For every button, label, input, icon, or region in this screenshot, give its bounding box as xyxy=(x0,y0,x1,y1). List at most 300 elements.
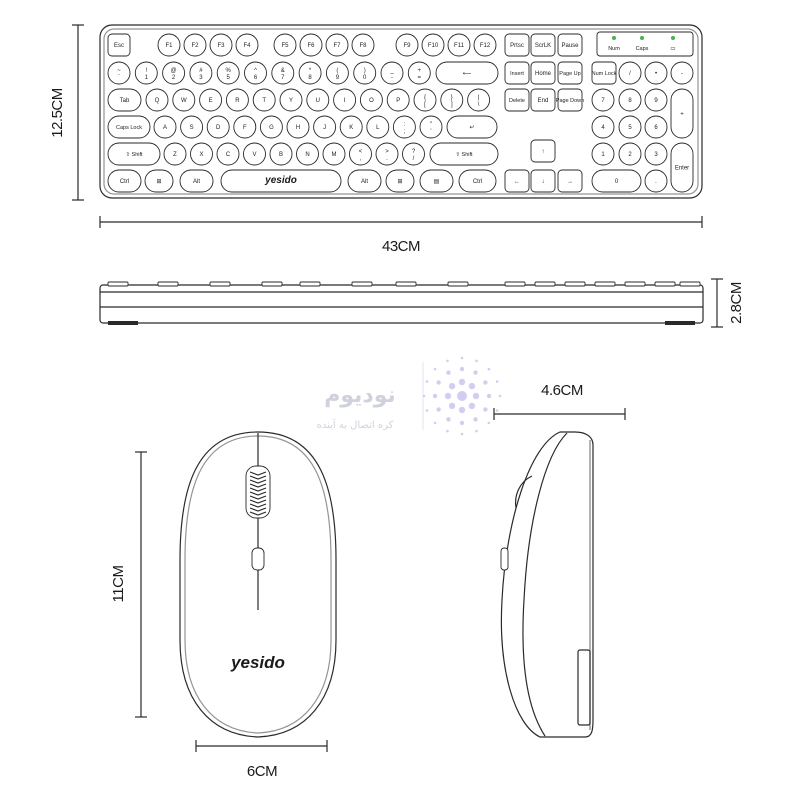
watermark-dot xyxy=(488,368,491,371)
watermark-dot xyxy=(446,417,450,421)
svg-text:,: , xyxy=(359,156,362,162)
svg-text:↑: ↑ xyxy=(541,149,545,155)
svg-text:Prtsc: Prtsc xyxy=(510,43,524,49)
keyboard-top-view xyxy=(49,25,702,255)
watermark-subtitle: کره اتصال به آینده xyxy=(316,420,394,431)
svg-text:#: # xyxy=(199,68,203,74)
svg-text:ScrLK: ScrLK xyxy=(534,43,552,49)
key-letter xyxy=(297,143,319,165)
key-letter xyxy=(146,89,168,111)
key-letter xyxy=(323,143,345,165)
watermark-dot xyxy=(461,433,464,436)
side-keycap xyxy=(262,282,282,286)
key-letter xyxy=(360,89,382,111)
key-letter xyxy=(280,89,302,111)
svg-text:Q: Q xyxy=(154,98,160,104)
numpad-minus-key xyxy=(671,62,693,84)
watermark-dot xyxy=(446,430,449,433)
svg-text:F8: F8 xyxy=(359,43,367,49)
key-letter xyxy=(334,89,356,111)
watermark-dot xyxy=(449,403,455,409)
svg-text:7: 7 xyxy=(281,75,285,81)
svg-text:N: N xyxy=(305,152,310,158)
svg-text:9: 9 xyxy=(654,98,658,104)
svg-text:6: 6 xyxy=(253,75,258,81)
key-letter xyxy=(234,116,256,138)
keyboard-depth-label: 2.8CM xyxy=(728,282,745,324)
arrow-up-key xyxy=(531,140,555,162)
right-windows-key xyxy=(386,170,414,192)
svg-text:1: 1 xyxy=(601,152,605,158)
mouse-length-dimension xyxy=(110,452,147,717)
power-led xyxy=(671,36,675,40)
numpad-plus-key xyxy=(671,89,693,138)
svg-text:Delete: Delete xyxy=(509,98,525,104)
key-prtsc xyxy=(505,34,529,56)
numpad-decimal-key xyxy=(645,170,667,192)
svg-text:↓: ↓ xyxy=(541,179,545,185)
key-f2 xyxy=(184,34,206,56)
mouse-side-depth-dimension xyxy=(494,382,625,420)
key-f12 xyxy=(474,34,496,56)
svg-text:yesido: yesido xyxy=(265,175,297,186)
num-indicator-label: Num xyxy=(608,46,620,52)
side-keycap xyxy=(680,282,700,286)
keyboard-foot-left xyxy=(108,321,138,325)
svg-text:|: | xyxy=(477,95,480,101)
side-keycap xyxy=(158,282,178,286)
dpi-button-icon xyxy=(252,548,264,570)
svg-text:F: F xyxy=(242,125,247,131)
svg-text:9: 9 xyxy=(335,75,340,81)
watermark-logo-dots xyxy=(423,357,502,436)
svg-text:L: L xyxy=(376,125,380,131)
side-keycap xyxy=(352,282,372,286)
watermark-dot xyxy=(496,380,499,383)
svg-text:F2: F2 xyxy=(191,43,199,49)
key-letter xyxy=(376,143,398,165)
svg-text:2: 2 xyxy=(628,152,632,158)
key-num-row xyxy=(217,62,239,84)
svg-text:[: [ xyxy=(424,102,426,108)
key-letter xyxy=(420,116,442,138)
svg-text:Page Down: Page Down xyxy=(555,98,585,104)
watermark-dot xyxy=(496,409,499,412)
svg-text:5: 5 xyxy=(628,125,632,131)
watermark-dot xyxy=(475,430,478,433)
mouse-side-wheel xyxy=(516,476,532,508)
side-keycap xyxy=(505,282,525,286)
numpad-8-key xyxy=(619,89,641,111)
svg-text:Num Lock: Num Lock xyxy=(591,71,617,77)
svg-text:;: ; xyxy=(403,129,406,135)
svg-text:F6: F6 xyxy=(307,43,315,49)
svg-text:": " xyxy=(429,122,433,128)
svg-text:Alt: Alt xyxy=(192,179,201,185)
watermark-dot xyxy=(445,393,451,399)
watermark-dot xyxy=(460,367,464,371)
key-letter xyxy=(387,89,409,111)
svg-text:X: X xyxy=(199,152,204,158)
backspace-key xyxy=(436,62,498,84)
key-insert xyxy=(505,62,529,84)
key-letter xyxy=(173,89,195,111)
watermark-dot xyxy=(488,422,491,425)
left-shift-key xyxy=(108,143,160,165)
mouse-side-top-shell xyxy=(523,433,567,736)
watermark-dot xyxy=(487,394,491,398)
svg-text:J: J xyxy=(323,125,327,131)
key-letter xyxy=(340,116,362,138)
page-down-key xyxy=(556,89,584,111)
key-num-row xyxy=(299,62,321,84)
svg-text:>: > xyxy=(385,149,389,155)
side-keycap xyxy=(535,282,555,286)
svg-text:-: - xyxy=(391,75,393,81)
key-f3 xyxy=(210,34,232,56)
svg-text:Tab: Tab xyxy=(119,98,130,104)
keyboard-depth-dimension xyxy=(711,279,745,327)
key-letter xyxy=(287,116,309,138)
svg-text:_: _ xyxy=(390,68,394,74)
mouse-top-view xyxy=(110,432,336,780)
svg-text:]: ] xyxy=(450,102,453,108)
key-letter xyxy=(393,116,415,138)
windows-key xyxy=(145,170,173,192)
svg-text:Caps Lock: Caps Lock xyxy=(116,125,142,131)
svg-text:%: % xyxy=(225,68,231,74)
keyboard-width-dimension xyxy=(100,216,702,255)
key-num-row xyxy=(408,62,430,84)
svg-text:F11: F11 xyxy=(454,43,464,49)
svg-text:*: * xyxy=(308,68,312,74)
svg-text:7: 7 xyxy=(601,98,605,104)
key-letter xyxy=(253,89,275,111)
svg-text:F5: F5 xyxy=(281,43,289,49)
key-letter xyxy=(226,89,248,111)
watermark-dot xyxy=(446,370,450,374)
svg-text:+: + xyxy=(680,111,684,118)
svg-text:3: 3 xyxy=(654,152,658,158)
svg-text:1: 1 xyxy=(144,75,148,81)
svg-text:3: 3 xyxy=(199,75,203,81)
svg-text:Enter: Enter xyxy=(674,165,690,172)
mouse-brand-logo: yesido xyxy=(231,653,285,672)
caps-lock-led xyxy=(640,36,644,40)
key-letter xyxy=(414,89,436,111)
watermark-dot xyxy=(436,407,440,411)
svg-text:&: & xyxy=(280,68,285,74)
svg-text:O: O xyxy=(369,98,374,104)
numpad-4-key xyxy=(592,116,614,138)
svg-text:P: P xyxy=(396,98,401,104)
keyboard-height-label: 12.5CM xyxy=(49,88,66,138)
svg-text:F4: F4 xyxy=(243,43,251,49)
watermark-dot xyxy=(469,383,475,389)
caps-lock-key xyxy=(108,116,150,138)
indicator-panel xyxy=(597,32,693,56)
svg-text:End: End xyxy=(537,98,549,104)
side-keycap xyxy=(655,282,675,286)
numpad-divide-key xyxy=(619,62,641,84)
key-num-row xyxy=(326,62,348,84)
svg-text:~: ~ xyxy=(117,68,121,74)
svg-text:F12: F12 xyxy=(479,43,491,49)
enter-key xyxy=(447,116,497,138)
key-home xyxy=(531,62,555,84)
svg-text:+: + xyxy=(417,68,422,74)
tab-key xyxy=(108,89,141,111)
key-letter xyxy=(217,143,239,165)
svg-text:↵: ↵ xyxy=(469,125,475,131)
svg-text:.: . xyxy=(386,156,388,162)
battery-indicator-label: ▭ xyxy=(670,46,676,52)
svg-text:-: - xyxy=(681,71,683,77)
key-letter xyxy=(154,116,176,138)
numpad-0-key xyxy=(592,170,641,192)
watermark-dot xyxy=(423,395,426,398)
mouse-side-outline xyxy=(501,432,593,737)
svg-text:⊞: ⊞ xyxy=(397,179,403,185)
watermark-dot xyxy=(499,395,502,398)
watermark-dot xyxy=(475,360,478,363)
numpad-multiply-key xyxy=(645,62,667,84)
svg-text:Pause: Pause xyxy=(561,43,579,49)
arrow-down-key xyxy=(531,170,555,192)
svg-text:': ' xyxy=(430,129,432,135)
svg-text:F10: F10 xyxy=(427,43,439,49)
svg-text:`: ` xyxy=(118,75,120,81)
key-pause xyxy=(558,34,582,56)
key-num-row xyxy=(108,62,130,84)
svg-text:K: K xyxy=(349,125,354,131)
svg-text:0: 0 xyxy=(363,75,367,81)
key-letter xyxy=(468,89,490,111)
svg-text:/: / xyxy=(412,156,415,162)
svg-text:Esc: Esc xyxy=(113,43,125,49)
svg-text:5: 5 xyxy=(226,75,230,81)
svg-text:F7: F7 xyxy=(333,43,341,49)
watermark-dot xyxy=(426,409,429,412)
right-alt-key xyxy=(348,170,381,192)
svg-text:Home: Home xyxy=(534,71,552,77)
numpad-2-key xyxy=(619,143,641,165)
num-lock-led xyxy=(612,36,616,40)
svg-text:(: ( xyxy=(336,68,339,74)
svg-text:=: = xyxy=(417,75,422,81)
key-f11 xyxy=(448,34,470,56)
key-f1 xyxy=(158,34,180,56)
svg-text:⟵: ⟵ xyxy=(462,71,472,77)
right-shift-key xyxy=(430,143,498,165)
key-letter xyxy=(191,143,213,165)
key-num-lock xyxy=(592,62,617,84)
key-letter xyxy=(244,143,266,165)
key-f5 xyxy=(274,34,296,56)
key-f6 xyxy=(300,34,322,56)
svg-text:I: I xyxy=(343,98,346,104)
side-keycap xyxy=(595,282,615,286)
svg-text:←: ← xyxy=(514,179,520,185)
svg-text:R: R xyxy=(235,98,240,104)
svg-text:\: \ xyxy=(477,102,480,108)
mouse-width-label: 6CM xyxy=(246,763,278,780)
svg-text:T: T xyxy=(262,98,267,104)
spacebar-key xyxy=(221,170,341,192)
svg-text:Ctrl: Ctrl xyxy=(472,179,483,185)
side-keycap xyxy=(300,282,320,286)
keyboard-side-view xyxy=(100,279,745,327)
svg-text::: : xyxy=(403,122,406,128)
watermark-dot xyxy=(461,357,464,360)
key-f8 xyxy=(352,34,374,56)
watermark-dot xyxy=(473,417,477,421)
numpad-6-key xyxy=(645,116,667,138)
watermark-dot xyxy=(460,421,464,425)
mouse-side-button-icon xyxy=(501,548,508,570)
svg-text:→: → xyxy=(567,179,573,185)
menu-key xyxy=(420,170,453,192)
svg-text:S: S xyxy=(189,125,194,131)
svg-text:⇧ Shift: ⇧ Shift xyxy=(125,152,143,158)
watermark-dot xyxy=(436,380,440,384)
watermark-dot xyxy=(457,391,467,401)
left-ctrl-key xyxy=(108,170,141,192)
keyboard-width-label: 43CM xyxy=(381,238,421,255)
svg-text:Alt: Alt xyxy=(360,179,369,185)
key-letter xyxy=(314,116,336,138)
caps-indicator-label: Caps xyxy=(635,46,649,52)
watermark-dot xyxy=(459,379,465,385)
svg-text:8: 8 xyxy=(308,75,312,81)
svg-text:/: / xyxy=(629,71,631,77)
svg-text:E: E xyxy=(208,98,213,104)
watermark-dot xyxy=(473,393,479,399)
svg-text:6: 6 xyxy=(654,125,658,131)
right-ctrl-key xyxy=(459,170,496,192)
key-letter xyxy=(403,143,425,165)
watermark-dot xyxy=(426,380,429,383)
watermark-dot xyxy=(434,368,437,371)
key-letter xyxy=(260,116,282,138)
key-num-row xyxy=(190,62,212,84)
svg-text:F3: F3 xyxy=(217,43,225,49)
svg-text:<: < xyxy=(358,149,363,155)
key-letter xyxy=(181,116,203,138)
numpad-enter-key xyxy=(671,143,693,192)
svg-text:D: D xyxy=(216,125,221,131)
svg-text:): ) xyxy=(363,68,366,74)
svg-text:F9: F9 xyxy=(403,43,411,49)
mouse-length-label: 11CM xyxy=(110,565,127,603)
key-letter xyxy=(441,89,463,111)
end-key xyxy=(531,89,555,111)
svg-text:W: W xyxy=(180,98,187,104)
svg-text:A: A xyxy=(162,125,168,131)
numpad-3-key xyxy=(645,143,667,165)
svg-text:Y: Y xyxy=(288,98,294,104)
key-page-up xyxy=(558,62,582,84)
watermark-dot xyxy=(473,370,477,374)
svg-text:⊞: ⊞ xyxy=(156,179,162,185)
svg-text:F1: F1 xyxy=(165,43,173,49)
key-letter xyxy=(200,89,222,111)
side-keycap xyxy=(625,282,645,286)
scroll-wheel-icon xyxy=(246,466,270,518)
key-f10 xyxy=(422,34,444,56)
key-letter xyxy=(307,89,329,111)
arrow-right-key xyxy=(558,170,582,192)
svg-text:0: 0 xyxy=(614,179,619,185)
key-num-row xyxy=(272,62,294,84)
svg-text:•: • xyxy=(654,71,658,77)
svg-text:Ctrl: Ctrl xyxy=(119,179,130,185)
watermark-dot xyxy=(446,360,449,363)
keyboard-side-body xyxy=(100,285,703,323)
key-num-row xyxy=(381,62,403,84)
key-letter xyxy=(270,143,292,165)
side-keycap xyxy=(396,282,416,286)
svg-text:G: G xyxy=(269,125,274,131)
watermark-dot xyxy=(469,403,475,409)
key-num-row xyxy=(354,62,376,84)
numpad-9-key xyxy=(645,89,667,111)
svg-text:C: C xyxy=(225,152,231,158)
svg-text:8: 8 xyxy=(628,98,632,104)
numpad-7-key xyxy=(592,89,614,111)
key-letter xyxy=(164,143,186,165)
svg-text:}: } xyxy=(450,95,453,101)
side-keycap xyxy=(448,282,468,286)
keyboard-height-dimension xyxy=(49,25,84,200)
watermark xyxy=(317,357,502,436)
svg-text:M: M xyxy=(331,152,337,158)
watermark-dot xyxy=(459,407,465,413)
key-scrlk xyxy=(531,34,555,56)
side-keycap xyxy=(210,282,230,286)
numpad-1-key xyxy=(592,143,614,165)
svg-text:B: B xyxy=(278,152,284,158)
watermark-dot xyxy=(483,407,487,411)
watermark-title: نودیوم xyxy=(324,383,396,408)
numpad-5-key xyxy=(619,116,641,138)
key-num-row xyxy=(245,62,267,84)
svg-text:@: @ xyxy=(170,68,177,74)
svg-text:Insert: Insert xyxy=(510,71,524,77)
svg-text:{: { xyxy=(423,95,427,101)
watermark-dot xyxy=(483,380,487,384)
key-num-row xyxy=(135,62,157,84)
watermark-dot xyxy=(449,383,455,389)
svg-text:H: H xyxy=(295,125,301,131)
svg-text:2: 2 xyxy=(171,75,176,81)
left-alt-key xyxy=(180,170,213,192)
svg-text:V: V xyxy=(252,152,257,158)
mouse-side-view xyxy=(494,382,625,737)
key-f7 xyxy=(326,34,348,56)
key-esc xyxy=(108,34,130,56)
delete-key xyxy=(505,89,529,111)
svg-text:4: 4 xyxy=(601,125,605,131)
svg-text:Page Up: Page Up xyxy=(559,71,581,77)
key-letter xyxy=(367,116,389,138)
mouse-side-depth-label: 4.6CM xyxy=(541,382,583,399)
mouse-width-dimension xyxy=(196,740,327,780)
side-keycap xyxy=(108,282,128,286)
key-letter xyxy=(350,143,372,165)
key-num-row xyxy=(163,62,185,84)
svg-text:U: U xyxy=(315,98,320,104)
